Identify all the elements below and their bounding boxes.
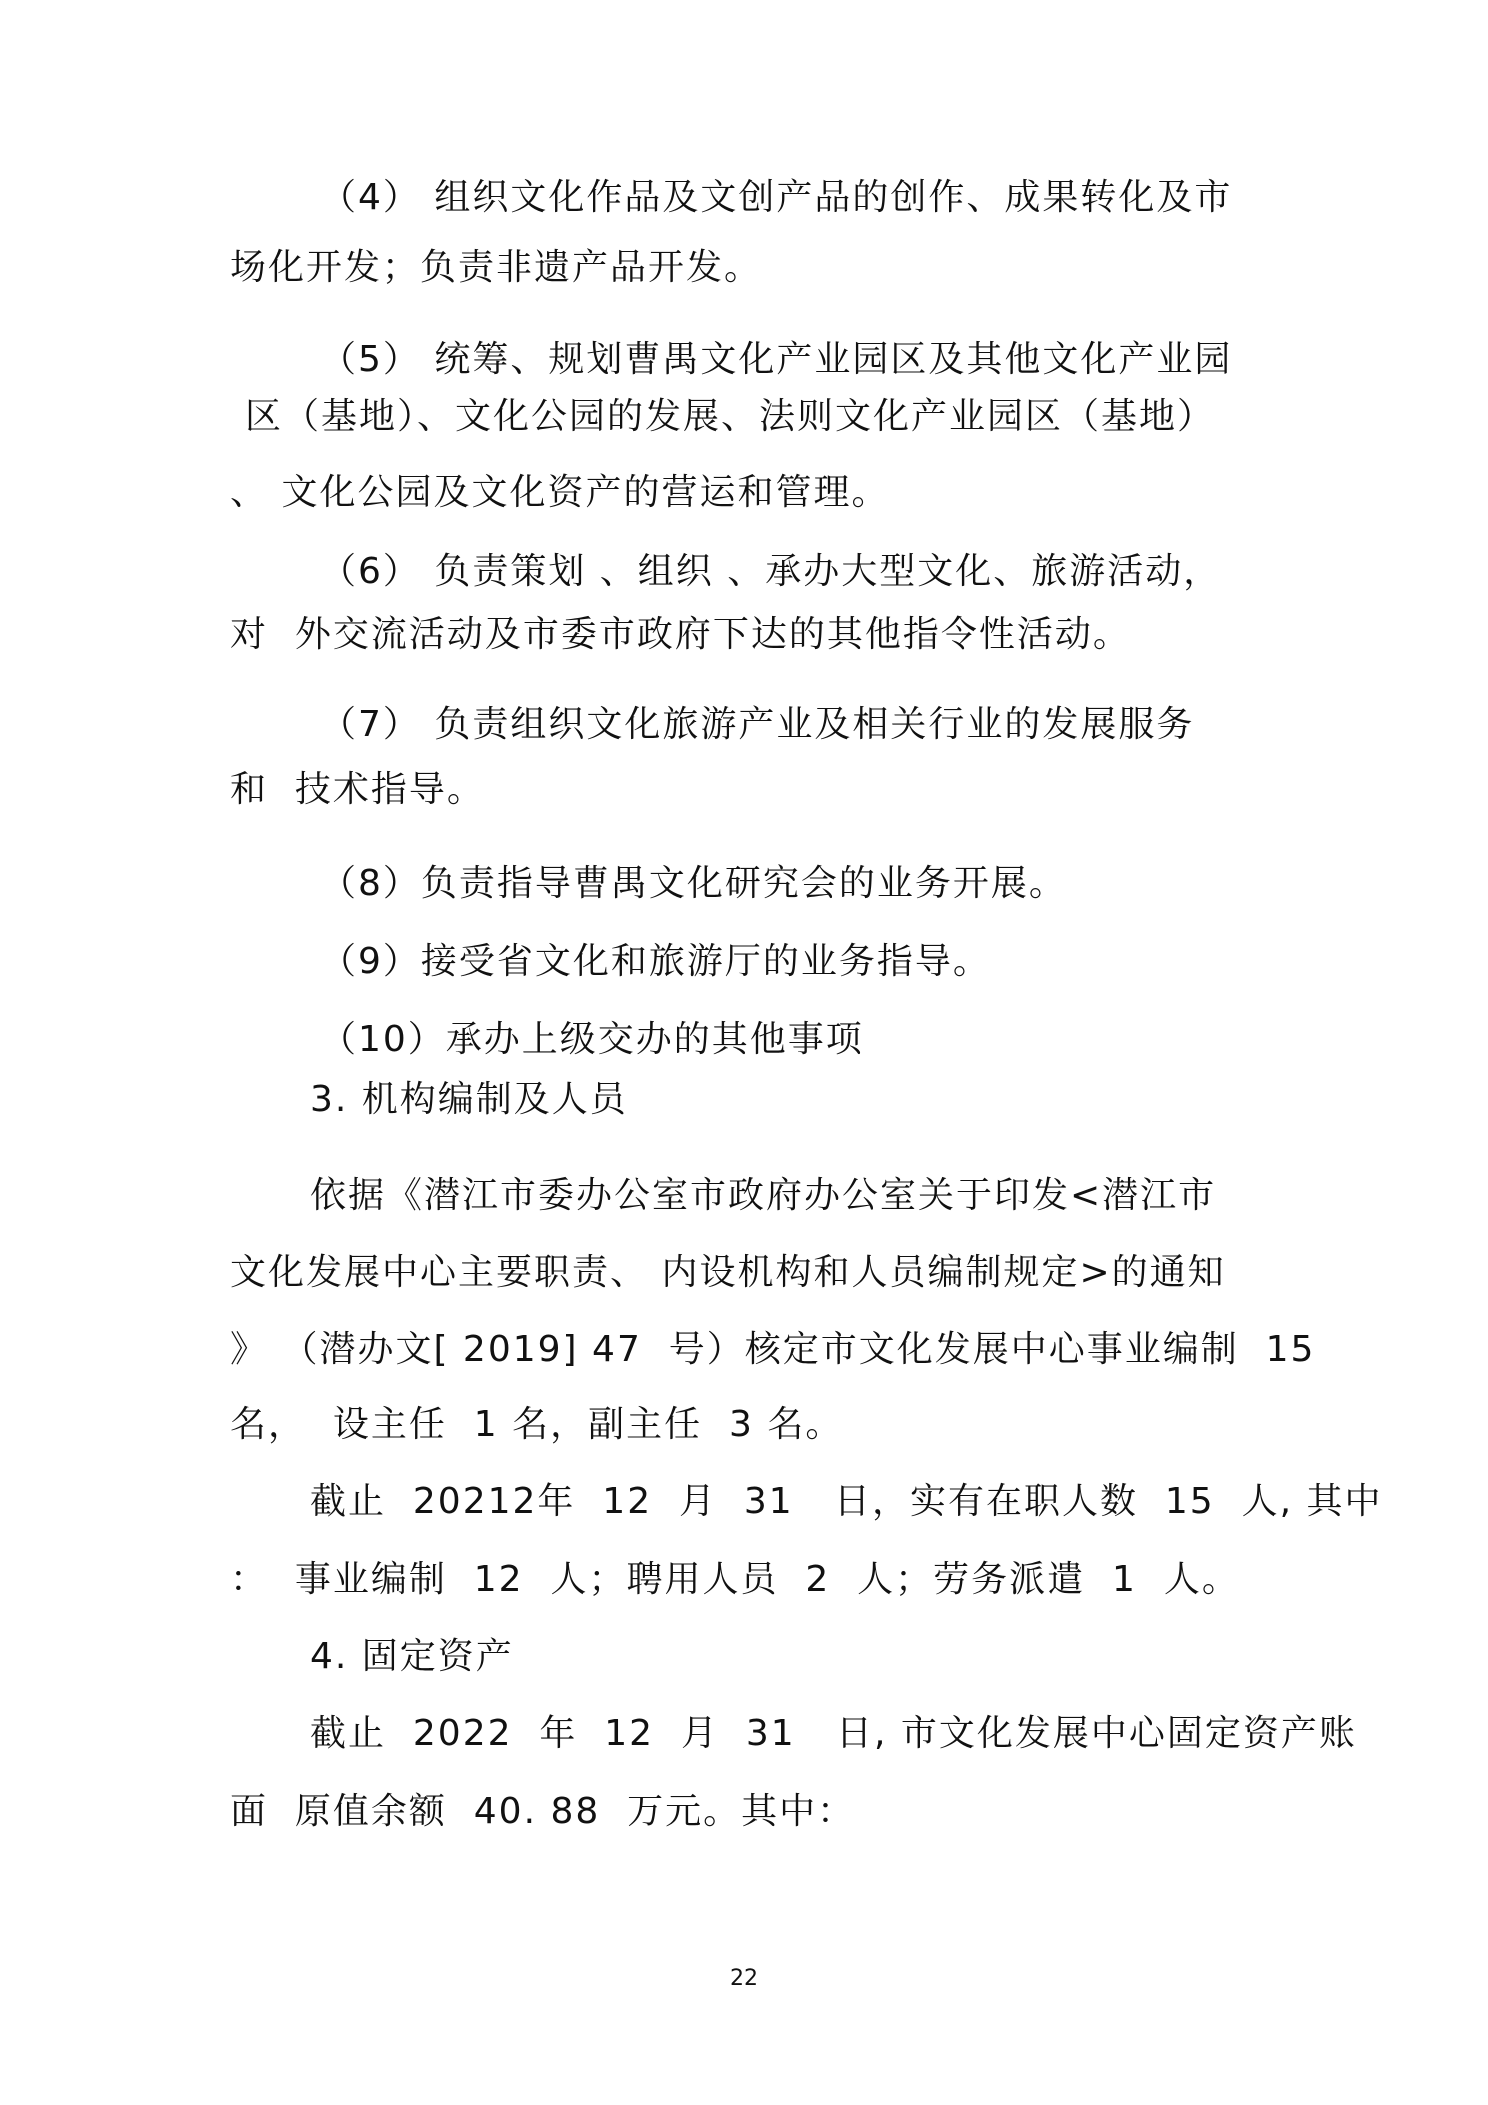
- text-line-item7-b: 和 技术指导。: [230, 769, 485, 810]
- text-line-assets-b: 面 原值余额 40. 88 万元。其中：: [230, 1791, 856, 1832]
- text-line-staff-b: ： 事业编制 12 人；聘用人员 2 人；劳务派遣 1 人。: [230, 1559, 1240, 1600]
- text-line-item6-b: 对 外交流活动及市委市政府下达的其他指令性活动。: [230, 614, 1131, 655]
- text-line-item9: （9）接受省文化和旅游厅的业务指导。: [320, 941, 991, 982]
- text-line-basis-a: 依据《潜江市委办公室市政府办公室关于印发<潜江市: [310, 1175, 1217, 1216]
- text-line-basis-d: 名， 设主任 1 名，副主任 3 名。: [230, 1404, 844, 1445]
- text-line-item10: （10）承办上级交办的其他事项: [320, 1019, 864, 1060]
- text-line-item5-a: （5） 统筹、规划曹禺文化产业园区及其他文化产业园: [320, 339, 1233, 380]
- text-line-item8: （8）负责指导曹禺文化研究会的业务开展。: [320, 863, 1067, 904]
- text-line-item4-a: （4） 组织文化作品及文创产品的创作、成果转化及市: [320, 177, 1233, 218]
- text-line-item5-c: 、 文化公园及文化资产的营运和管理。: [230, 472, 890, 513]
- text-line-item5-b: 区（基地）、文化公园的发展、法则文化产业园区（基地）: [245, 396, 1216, 437]
- text-line-staff-a: 截止 20212年 12 月 31 日，实有在职人数 15 人, 其中: [310, 1481, 1383, 1522]
- text-line-item7-a: （7） 负责组织文化旅游产业及相关行业的发展服务: [320, 704, 1195, 745]
- text-line-basis-b: 文化发展中心主要职责、 内设机构和人员编制规定>的通知: [230, 1252, 1226, 1293]
- text-line-item4-b: 场化开发；负责非遗产品开发。: [230, 247, 763, 288]
- text-line-item6-a: （6） 负责策划 、组织 、承办大型文化、旅游活动，: [320, 551, 1222, 592]
- text-line-basis-c: 》 （潜办文[ 2019] 47 号）核定市文化发展中心事业编制 15: [230, 1329, 1316, 1370]
- section-heading-fixed-assets: 4. 固定资产: [310, 1636, 514, 1677]
- page-number: 22: [730, 1966, 758, 1991]
- section-heading-staffing: 3. 机构编制及人员: [310, 1079, 628, 1120]
- text-line-assets-a: 截止 2022 年 12 月 31 日, 市文化发展中心固定资产账: [310, 1713, 1357, 1754]
